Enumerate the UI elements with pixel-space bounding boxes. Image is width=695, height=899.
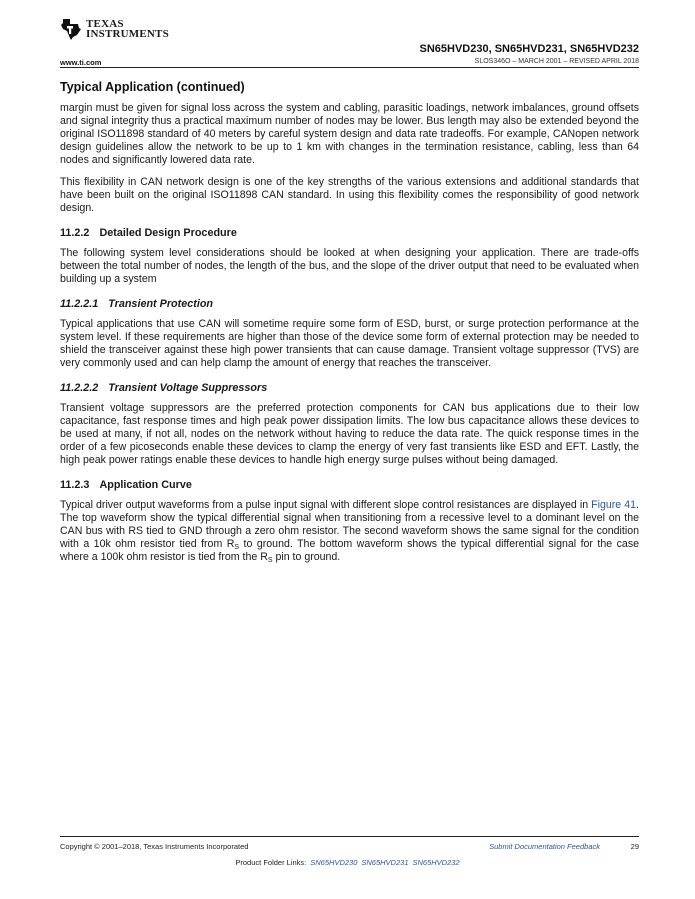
text-run: . The top waveform show the typical differential signal when transitioning from a recessive level to a dominant level on the CAN bus with RS tied to GND through a zero ohm resistor. The second waveform shows the same signal for the condition with a 10k ohm resistor tied from R — [60, 499, 639, 550]
paragraph-application-curve — [60, 499, 639, 564]
submit-feedback-link[interactable]: Submit Documentation Feedback — [489, 842, 600, 851]
heading-number: 11.2.3 — [60, 479, 90, 491]
folder-link-sn65hvd231[interactable]: SN65HVD231 — [361, 858, 409, 867]
logo-line-1: TEXAS — [86, 18, 124, 30]
heading-number: 11.2.2.1 — [60, 298, 99, 310]
paragraph: The following system level considerations should be looked at when designing your application. There are trade-offs between the total number of nodes, the length of the bus, and the slope of the driver output that need to be evaluated when building up a system — [60, 247, 639, 285]
heading-text: Detailed Design Procedure — [99, 227, 237, 239]
page-content — [60, 81, 639, 573]
product-folder-links — [0, 858, 695, 867]
page-number: 29 — [630, 842, 639, 851]
folder-label: Product Folder Links: — [235, 858, 307, 867]
logo-wordmark — [86, 19, 169, 39]
heading-detailed-design — [60, 227, 639, 240]
ti-state-logo-icon — [60, 17, 82, 41]
heading-number: 11.2.2.2 — [60, 382, 99, 394]
heading-application-curve — [60, 479, 639, 492]
subscript: S — [234, 544, 240, 551]
ti-logo — [60, 17, 169, 41]
text-run: Typical driver output waveforms from a pulse input signal with different slope control resistances are displayed in — [60, 499, 592, 511]
website-link[interactable]: www.ti.com — [60, 58, 102, 67]
heading-text: Transient Protection — [108, 298, 214, 310]
folder-link-sn65hvd232[interactable]: SN65HVD232 — [412, 858, 460, 867]
document-id: SLOS346O – MARCH 2001 – REVISED APRIL 2018 — [474, 58, 639, 65]
heading-transient-protection — [60, 298, 639, 311]
part-title: SN65HVD230, SN65HVD231, SN65HVD232 — [419, 43, 639, 55]
heading-text: Transient Voltage Suppressors — [108, 382, 268, 394]
heading-tvs — [60, 382, 639, 395]
paragraph: margin must be given for signal loss across the system and cabling, parasitic loadings, network imbalances, ground offsets and signal integrity thus a practical maximum number of nodes may be lower. Bus length may also be extended beyond the original ISO11898 standard of 40 meters by careful system design and data rate tradeoffs. For example, CANopen network design guidelines allow the network to be up to 1 km with changes in the termination resistance, cabling, less than 64 nodes and significantly lowered data rate. — [60, 102, 639, 166]
folder-link-sn65hvd230[interactable]: SN65HVD230 — [310, 858, 358, 867]
text-run: to ground. The bottom waveform shows the typical differential signal for the case where a 100k ohm resistor is tied from the R — [60, 538, 640, 563]
logo-line-2: INSTRUMENTS — [86, 28, 169, 40]
header-divider — [60, 67, 639, 68]
paragraph: Typical applications that use CAN will sometime require some form of ESD, burst, or surge protection performance at the system level. If these requirements are higher than those of the device some form of external protection may be needed to shield the transceiver against these high power transients that can cause damage. Transient voltage suppressor (TVS) are very commonly used and can help clamp the amount of energy that reaches the transceiver. — [60, 318, 639, 369]
copyright: Copyright © 2001–2018, Texas Instruments Incorporated — [60, 842, 249, 851]
text-run: pin to ground. — [272, 551, 341, 563]
figure-41-link[interactable]: Figure 41 — [591, 499, 637, 511]
subscript: S — [267, 557, 273, 564]
heading-text: Application Curve — [99, 479, 192, 491]
footer-divider — [60, 836, 639, 837]
heading-number: 11.2.2 — [60, 227, 90, 239]
paragraph: This flexibility in CAN network design is one of the key strengths of the various extensions and additional standards that have been built on the original ISO11898 CAN standard. In using this flexibility comes the responsibility of good network design. — [60, 176, 639, 214]
paragraph: Transient voltage suppressors are the preferred protection components for CAN bus applications due to their low capacitance, fast response times and high peak power dissipation limits. The low bus capacitance allows these devices to be used at many, if not all, nodes on the network without having to reduce the data rate. The quick response times in the order of a few picoseconds enable these devices to clamp the energy of very fast transients like ESD and EFT. Lastly, the high peak power ratings enable these devices to handle high energy surge pulses without being damaged. — [60, 402, 639, 466]
section-title: Typical Application (continued) — [60, 80, 245, 94]
